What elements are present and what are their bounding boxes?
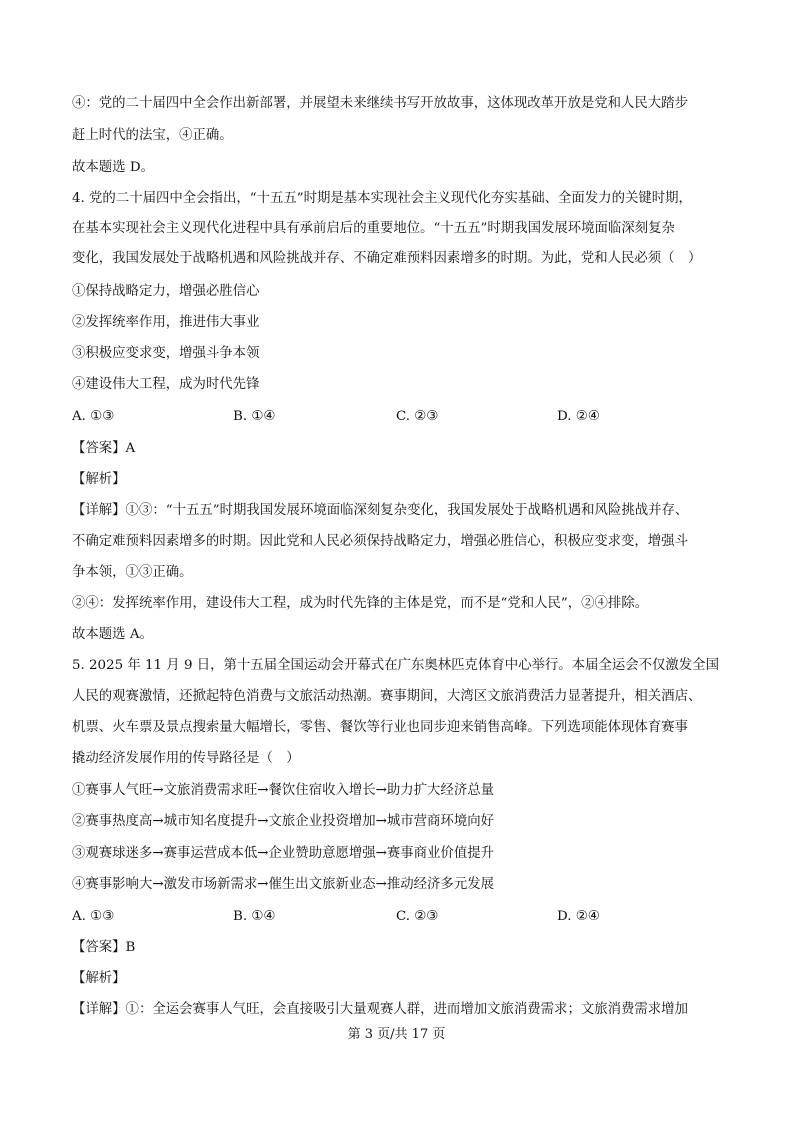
text-line-q3-analysis-4a: ④：党的二十届四中全会作出新部署，并展望未来继续书写开放故事，这体现改革开放是党和人民大踏步: [72, 96, 688, 111]
q5-stem-line-2: 人民的观赛激情，还掀起特色消费与文旅活动热潮。赛事期间，大湾区文旅消费活力显著提升，相关酒店、: [72, 689, 702, 704]
q4-analysis-heading: 【解析】: [72, 472, 126, 487]
q4-option-a: A. ①③: [72, 409, 115, 424]
q5-stem-line-3: 机票、火车票及景点搜索量大幅增长，零售、餐饮等行业也同步迎来销售高峰。下列选项能体现体育赛事: [72, 720, 688, 735]
q4-detail-line-4: ②④：发挥统率作用，建设伟大工程，成为时代先锋的主体是党，而不是“党和人民”，②④排除。: [72, 596, 649, 611]
q4-stem-line-2: 在基本实现社会主义现代化进程中具有承前启后的重要地位。“十五五”时期我国发展环境面临深刻复杂: [72, 221, 675, 236]
q4-stem-line-1: 4. 党的二十届四中全会指出，“十五五”时期是基本实现社会主义现代化夯实基础、全面发力的关键时期，: [72, 191, 692, 206]
q5-stem-line-4: 撬动经济发展作用的传导路径是（ ）: [72, 751, 300, 766]
q4-statement-2: ②发挥统率作用，推进伟大事业: [72, 315, 260, 330]
text-line-q3-analysis-4b: 赶上时代的法宝，④正确。: [72, 128, 233, 143]
q4-option-d: D. ②④: [557, 409, 600, 424]
q5-statement-4: ④赛事影响大→激发市场新需求→催生出文旅新业态→推动经济多元发展: [72, 877, 494, 892]
q5-option-d: D. ②④: [557, 909, 600, 924]
q5-option-c: C. ②③: [396, 909, 439, 924]
q5-analysis-heading: 【解析】: [72, 971, 126, 986]
q4-detail-line-2: 不确定难预料因素增多的时期。因此党和人民必须保持战略定力，增强必胜信心，积极应变求变，增强斗: [72, 534, 688, 549]
q4-option-c: C. ②③: [396, 409, 439, 424]
q4-statement-3: ③积极应变求变，增强斗争本领: [72, 346, 260, 361]
q5-statement-1: ①赛事人气旺→文旅消费需求旺→餐饮住宿收入增长→助力扩大经济总量: [72, 783, 494, 798]
q4-statement-4: ④建设伟大工程，成为时代先锋: [72, 377, 260, 392]
q5-statement-3: ③观赛球迷多→赛事运营成本低→企业赞助意愿增强→赛事商业价值提升: [72, 846, 494, 861]
q4-detail-line-1: 【详解】①③：“十五五”时期我国发展环境面临深刻复杂变化，我国发展处于战略机遇和风险挑战并存、: [72, 503, 689, 518]
q4-statement-1: ①保持战略定力，增强必胜信心: [72, 284, 260, 299]
q4-conclusion: 故本题选 A。: [72, 627, 153, 642]
q4-option-b: B. ①④: [233, 409, 276, 424]
q4-stem-line-3: 变化，我国发展处于战略机遇和风险挑战并存、不确定难预料因素增多的时期。为此，党和人民必须（ ）: [72, 251, 702, 266]
q5-statement-2: ②赛事热度高→城市知名度提升→文旅企业投资增加→城市营商环境向好: [72, 814, 494, 829]
q4-answer: 【答案】A: [72, 441, 136, 456]
q5-detail-line-1: 【详解】①：全运会赛事人气旺，会直接吸引大量观赛人群，进而增加文旅消费需求；文旅消费需求增加: [72, 1002, 688, 1017]
q5-answer: 【答案】B: [72, 940, 136, 955]
q5-option-b: B. ①④: [233, 909, 276, 924]
q5-option-a: A. ①③: [72, 909, 115, 924]
q5-stem-line-1: 5. 2025 年 11 月 9 日，第十五届全国运动会开幕式在广东奥林匹克体育中心举行。本届全运会不仅激发全国: [72, 658, 719, 673]
q4-detail-line-3: 争本领，①③正确。: [72, 565, 193, 580]
page-number-footer: 第 3 页/共 17 页: [347, 1027, 446, 1042]
text-line-q3-conclusion: 故本题选 D。: [72, 160, 154, 175]
